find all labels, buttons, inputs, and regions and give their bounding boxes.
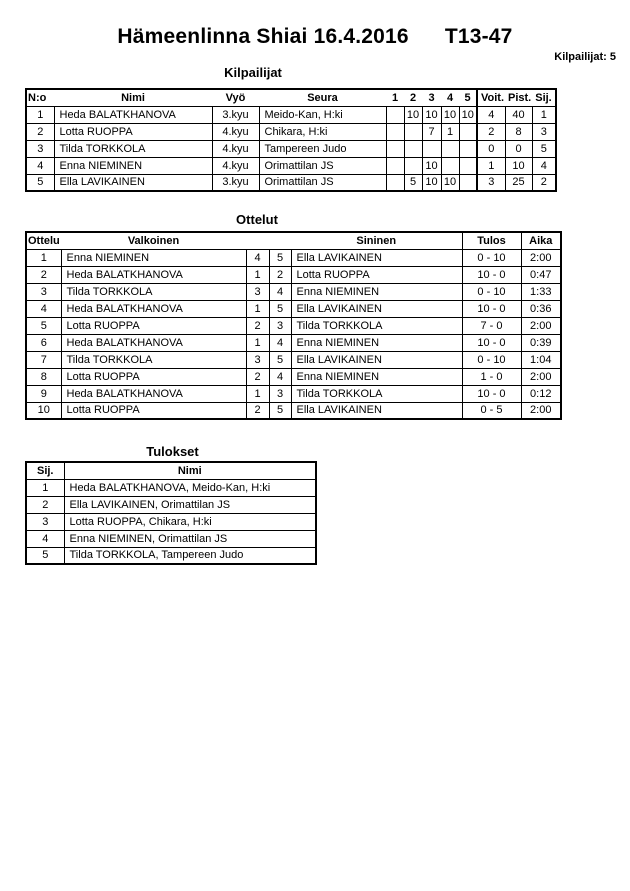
- blue-number: 4: [269, 283, 291, 300]
- score-cell: [441, 140, 459, 157]
- white-name: Heda BALATKHANOVA: [61, 385, 246, 402]
- competitor-wins: 1: [477, 157, 505, 174]
- result-name: Heda BALATKHANOVA, Meido-Kan, H:ki: [64, 479, 316, 496]
- score-cell: [459, 140, 477, 157]
- score-cell: [404, 140, 422, 157]
- col-header-result: Tulos: [462, 232, 521, 249]
- result-row: [26, 496, 316, 513]
- competitor-belt: 4.kyu: [212, 123, 259, 140]
- match-time: 2:00: [521, 317, 561, 334]
- competitor-points: 8: [505, 123, 532, 140]
- competitor-place: 3: [532, 123, 556, 140]
- competitor-wins: 4: [477, 106, 505, 123]
- blue-number: 5: [269, 249, 291, 266]
- competitors-table: [25, 88, 557, 192]
- score-cell: [441, 157, 459, 174]
- match-row: [26, 300, 561, 317]
- white-number: 1: [246, 300, 269, 317]
- result-place: 3: [26, 513, 64, 530]
- blue-name: Enna NIEMINEN: [291, 368, 462, 385]
- col-header-round-1: 1: [386, 89, 404, 106]
- score-cell: 10: [422, 157, 441, 174]
- score-cell: [459, 157, 477, 174]
- competitor-wins: 0: [477, 140, 505, 157]
- blue-name: Lotta RUOPPA: [291, 266, 462, 283]
- competitor-name: Lotta RUOPPA: [54, 123, 212, 140]
- results-section-heading: Tulokset: [146, 444, 199, 459]
- match-row: [26, 368, 561, 385]
- blue-number: 5: [269, 300, 291, 317]
- competitor-number: 5: [26, 174, 54, 191]
- match-result: 10 - 0: [462, 300, 521, 317]
- blue-name: Enna NIEMINEN: [291, 334, 462, 351]
- match-time: 0:47: [521, 266, 561, 283]
- match-number: 5: [26, 317, 61, 334]
- match-result: 0 - 10: [462, 351, 521, 368]
- white-number: 4: [246, 249, 269, 266]
- match-number: 1: [26, 249, 61, 266]
- score-cell: [386, 157, 404, 174]
- competitors-section-heading: Kilpailijat: [224, 65, 282, 80]
- col-header-wins: Voit.: [477, 89, 505, 106]
- competitor-belt: 3.kyu: [212, 106, 259, 123]
- match-time: 1:04: [521, 351, 561, 368]
- blue-name: Tilda TORKKOLA: [291, 317, 462, 334]
- white-number: 2: [246, 368, 269, 385]
- score-cell: [459, 174, 477, 191]
- white-name: Heda BALATKHANOVA: [61, 300, 246, 317]
- competitor-place: 5: [532, 140, 556, 157]
- competitor-place: 4: [532, 157, 556, 174]
- match-number: 10: [26, 402, 61, 419]
- competitor-row: [26, 174, 556, 191]
- competitor-name: Ella LAVIKAINEN: [54, 174, 212, 191]
- score-cell: [386, 123, 404, 140]
- blue-number: 3: [269, 385, 291, 402]
- blue-name: Ella LAVIKAINEN: [291, 300, 462, 317]
- col-header-round-3: 3: [422, 89, 441, 106]
- white-name: Lotta RUOPPA: [61, 317, 246, 334]
- result-row: [26, 479, 316, 496]
- score-cell: 10: [422, 174, 441, 191]
- matches-section-heading: Ottelut: [236, 212, 278, 227]
- blue-number: 3: [269, 317, 291, 334]
- col-header-round-5: 5: [459, 89, 477, 106]
- competitor-club: Meido-Kan, H:ki: [259, 106, 386, 123]
- white-number: 3: [246, 283, 269, 300]
- competitor-name: Tilda TORKKOLA: [54, 140, 212, 157]
- white-name: Heda BALATKHANOVA: [61, 334, 246, 351]
- match-row: [26, 402, 561, 419]
- match-result: 0 - 10: [462, 283, 521, 300]
- white-name: Heda BALATKHANOVA: [61, 266, 246, 283]
- match-number: 4: [26, 300, 61, 317]
- match-result: 10 - 0: [462, 385, 521, 402]
- competitor-belt: 3.kyu: [212, 174, 259, 191]
- blue-number: 5: [269, 402, 291, 419]
- match-number: 8: [26, 368, 61, 385]
- match-time: 0:36: [521, 300, 561, 317]
- competitor-number: 1: [26, 106, 54, 123]
- competitor-club: Chikara, H:ki: [259, 123, 386, 140]
- match-result: 0 - 5: [462, 402, 521, 419]
- white-name: Lotta RUOPPA: [61, 368, 246, 385]
- results-table: [25, 461, 317, 565]
- competitor-row: [26, 123, 556, 140]
- result-place: 2: [26, 496, 64, 513]
- white-name: Tilda TORKKOLA: [61, 351, 246, 368]
- result-row: [26, 530, 316, 547]
- white-number: 2: [246, 317, 269, 334]
- score-cell: 1: [441, 123, 459, 140]
- col-header-points: Pist.: [505, 89, 532, 106]
- col-header-place: Sij.: [26, 462, 64, 479]
- competitor-number: 4: [26, 157, 54, 174]
- results-header-row: [26, 462, 316, 479]
- blue-number: 2: [269, 266, 291, 283]
- match-number: 6: [26, 334, 61, 351]
- match-number: 3: [26, 283, 61, 300]
- competitors-count-label: Kilpailijat: 5: [554, 51, 616, 63]
- white-number: 1: [246, 334, 269, 351]
- page-title: [10, 25, 620, 49]
- competitors-header-row: [26, 89, 556, 106]
- matches-header-row: [26, 232, 561, 249]
- result-place: 1: [26, 479, 64, 496]
- match-time: 0:12: [521, 385, 561, 402]
- col-header-white-no: [246, 232, 269, 249]
- white-name: Enna NIEMINEN: [61, 249, 246, 266]
- score-cell: [386, 106, 404, 123]
- col-header-match: Ottelu: [26, 232, 61, 249]
- score-cell: 5: [404, 174, 422, 191]
- competitor-name: Heda BALATKHANOVA: [54, 106, 212, 123]
- competitor-row: [26, 157, 556, 174]
- match-row: [26, 334, 561, 351]
- score-cell: 7: [422, 123, 441, 140]
- result-row: [26, 547, 316, 564]
- competitor-points: 10: [505, 157, 532, 174]
- result-name: Enna NIEMINEN, Orimattilan JS: [64, 530, 316, 547]
- title-event: Hämeenlinna Shiai 16.4.2016: [117, 25, 409, 48]
- score-cell: 10: [441, 174, 459, 191]
- competitor-club: Orimattilan JS: [259, 174, 386, 191]
- col-header-round-4: 4: [441, 89, 459, 106]
- match-row: [26, 317, 561, 334]
- col-header-no: N:o: [26, 89, 54, 106]
- match-row: [26, 283, 561, 300]
- match-number: 9: [26, 385, 61, 402]
- col-header-belt: Vyö: [212, 89, 259, 106]
- competitor-belt: 4.kyu: [212, 140, 259, 157]
- white-number: 1: [246, 385, 269, 402]
- match-row: [26, 385, 561, 402]
- match-row: [26, 249, 561, 266]
- score-cell: 10: [459, 106, 477, 123]
- white-name: Tilda TORKKOLA: [61, 283, 246, 300]
- white-name: Lotta RUOPPA: [61, 402, 246, 419]
- match-number: 2: [26, 266, 61, 283]
- title-category: T13-47: [444, 25, 513, 48]
- result-place: 4: [26, 530, 64, 547]
- competitor-club: Orimattilan JS: [259, 157, 386, 174]
- competitor-number: 3: [26, 140, 54, 157]
- white-number: 2: [246, 402, 269, 419]
- white-number: 3: [246, 351, 269, 368]
- match-result: 10 - 0: [462, 334, 521, 351]
- score-cell: [386, 140, 404, 157]
- score-cell: 10: [404, 106, 422, 123]
- score-cell: 10: [441, 106, 459, 123]
- match-time: 0:39: [521, 334, 561, 351]
- score-cell: [386, 174, 404, 191]
- result-name: Ella LAVIKAINEN, Orimattilan JS: [64, 496, 316, 513]
- competitor-wins: 2: [477, 123, 505, 140]
- matches-table: [25, 231, 562, 420]
- col-header-round-2: 2: [404, 89, 422, 106]
- result-name: Lotta RUOPPA, Chikara, H:ki: [64, 513, 316, 530]
- match-time: 1:33: [521, 283, 561, 300]
- match-time: 2:00: [521, 368, 561, 385]
- competitor-place: 1: [532, 106, 556, 123]
- match-row: [26, 351, 561, 368]
- match-result: 1 - 0: [462, 368, 521, 385]
- match-result: 10 - 0: [462, 266, 521, 283]
- competitor-row: [26, 106, 556, 123]
- result-row: [26, 513, 316, 530]
- score-cell: [404, 157, 422, 174]
- competitor-points: 0: [505, 140, 532, 157]
- competitor-place: 2: [532, 174, 556, 191]
- competitor-club: Tampereen Judo: [259, 140, 386, 157]
- blue-name: Ella LAVIKAINEN: [291, 351, 462, 368]
- match-result: 7 - 0: [462, 317, 521, 334]
- competitor-wins: 3: [477, 174, 505, 191]
- competitor-name: Enna NIEMINEN: [54, 157, 212, 174]
- white-number: 1: [246, 266, 269, 283]
- blue-name: Tilda TORKKOLA: [291, 385, 462, 402]
- col-header-white: Valkoinen: [61, 232, 246, 249]
- blue-number: 4: [269, 334, 291, 351]
- blue-name: Ella LAVIKAINEN: [291, 249, 462, 266]
- score-cell: [422, 140, 441, 157]
- col-header-name: Nimi: [54, 89, 212, 106]
- col-header-blue: Sininen: [291, 232, 462, 249]
- match-result: 0 - 10: [462, 249, 521, 266]
- blue-name: Enna NIEMINEN: [291, 283, 462, 300]
- col-header-club: Seura: [259, 89, 386, 106]
- competitor-points: 40: [505, 106, 532, 123]
- col-header-name: Nimi: [64, 462, 316, 479]
- match-number: 7: [26, 351, 61, 368]
- match-row: [26, 266, 561, 283]
- result-place: 5: [26, 547, 64, 564]
- blue-number: 5: [269, 351, 291, 368]
- competitor-row: [26, 140, 556, 157]
- result-name: Tilda TORKKOLA, Tampereen Judo: [64, 547, 316, 564]
- col-header-time: Aika: [521, 232, 561, 249]
- competitor-number: 2: [26, 123, 54, 140]
- competitor-points: 25: [505, 174, 532, 191]
- col-header-place: Sij.: [532, 89, 556, 106]
- match-time: 2:00: [521, 402, 561, 419]
- competitor-belt: 4.kyu: [212, 157, 259, 174]
- score-cell: [404, 123, 422, 140]
- blue-number: 4: [269, 368, 291, 385]
- blue-name: Ella LAVIKAINEN: [291, 402, 462, 419]
- col-header-blue-no: [269, 232, 291, 249]
- match-time: 2:00: [521, 249, 561, 266]
- score-cell: 10: [422, 106, 441, 123]
- score-cell: [459, 123, 477, 140]
